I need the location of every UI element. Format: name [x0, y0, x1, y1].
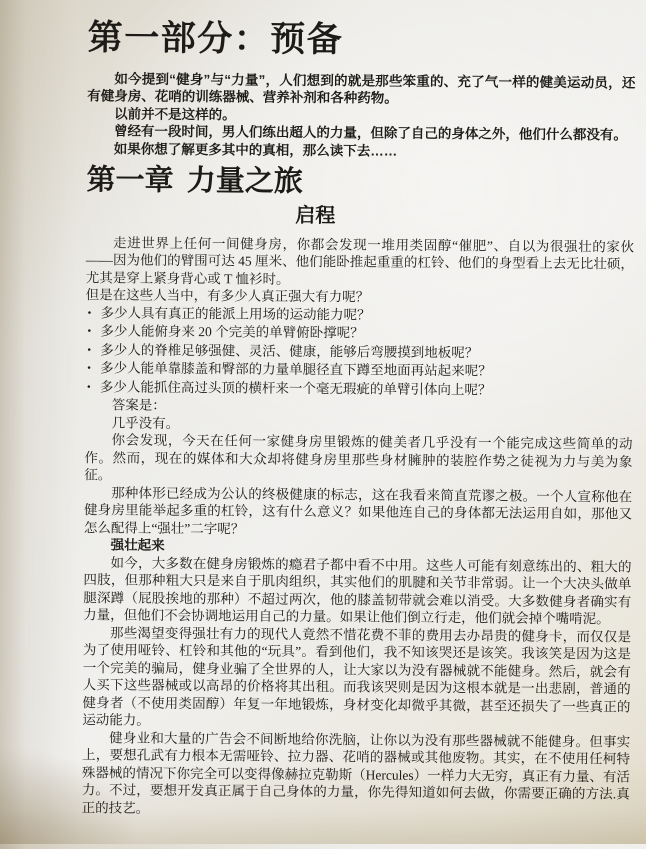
bullet-dot-icon: •	[87, 343, 92, 356]
paragraph: 走进世界上任何一间健身房，你都会发现一堆用类固醇“催肥”、自以为很强壮的家伙——因为他们的臂围可达 45 厘米、他们能卧推起重重的杠铃、他们的身型看上去无比壮硕，尤其是穿上紧身背心或 T 恤衫时。	[85, 234, 635, 287]
intro-paragraph: 如今提到“健身”与“力量”，人们想到的就是那些笨重的、充了气一样的健美运动员，还有健身房、花哨的训练器械、营养补剂和各种药物。	[87, 71, 636, 106]
paragraph: 但是在这些人当中，有多少人真正强大有力呢？	[85, 287, 370, 305]
body-text	[82, 234, 635, 821]
bullet-text: 多少人能抓住高过头顶的横杆来一个毫无瑕疵的单臂引体向上呢？	[99, 378, 492, 397]
bullet-dot-icon: •	[87, 306, 92, 319]
bullet-text: 多少人能单靠膝盖和臀部的力量单腿径直下蹲至地面再站起来呢？	[100, 360, 492, 379]
paragraph: 如今，大多数在健身房锻炼的瘾君子都中看不中用。这些人可能有刻意练出的、粗大的四肢，但那种粗大只是来自于肌肉组织，其实他们的肌腱和关节非常弱。让一个大决头做单腿深蹲（屁股挨地的那种）不超过两次，他的膝盖韧带就会难以消受。大多数健身者确实有力量，但他们不会协调地运用自己的力量。如果让他们倒立行走，他们就会掉个嘴啃泥。	[83, 554, 632, 627]
bullet-dot-icon: •	[87, 325, 92, 338]
paragraph: 那些渴望变得强壮有力的现代人竟然不惜花费不菲的费用去办昂贵的健身卡，而仅仅是为了使用哑铃、杠铃和其他的“玩具”。看到他们，我不知该哭还是该笑。我该笑是因为这是一个完美的骗局，健身业骗了全世界的人，让大家以为没有器械就不能健身。然后，就会有人买下这些器械或以高昂的价格将其出租。而我该哭则是因为这根本就是一出悲剧，普通的健身者（不使用类固醇）年复一年地锻炼，身材变化却微乎其微，甚至还损失了一些真正的运动能力。	[82, 624, 632, 728]
part-title: 第一部分：预备	[87, 18, 344, 60]
paragraph: 你会发现，今天在任何一家健身房里锻炼的健美者几乎没有一个能完成这些简单的动作。然而，现在的媒体和大众却将健身房里那些身材臃肿的装腔作势之徒视为力与美为象征。	[84, 432, 633, 483]
subheading: 强壮起来	[110, 537, 165, 553]
bullet-dot-icon: •	[87, 362, 92, 375]
chapter-title: 第一章 力量之旅	[86, 164, 303, 199]
paragraph: 几乎没有。	[111, 414, 180, 431]
bullet-dot-icon: •	[86, 380, 91, 393]
bullet-text: 多少人具有真正的能派上用场的运动能力呢？	[100, 304, 371, 322]
section-title: 启程	[295, 204, 336, 227]
paragraph: 健身业和大量的广告会不间断地给你洗脑，让你以为没有那些器械就不能健身。但事实上，要想孔武有力根本无需哑铃、拉力器、花哨的器械或其他废物。其实，在不使用任柯特殊器械的情况下你完全可以变得像赫拉克勒斯（Hercules）一样力大无穷，真正有力量、有活力。不过，要想开发真正属于自己身体的力量，你先得知道如何去做，你需要正确的方法.真正的技艺。	[81, 729, 631, 816]
bullet-text: 多少人能俯身来 20 个完美的单臂俯卧撑呢？	[100, 323, 364, 341]
intro-paragraph: 如果你想了解更多其中的真相，那么读下去……	[113, 141, 398, 159]
paragraph: 答案是：	[111, 397, 166, 413]
paragraph: 那种体形已经成为公认的终极健康的标志，这在我看来简直荒谬之极。一个人宣称他在健身房里能举起多重的杠铃，这有什么意义？如果他连自己的身体都无法运用自如，那他又怎么配得上“强壮”二字呢？	[83, 484, 633, 536]
bullet-text: 多少人的脊椎足够强健、灵活、健康，能够后弯腰摸到地板呢？	[100, 341, 479, 360]
intro-paragraph: 以前并不是这样的。	[114, 106, 236, 123]
intro-paragraph: 曾经有一段时间，男人们练出超人的力量，但除了自己的身体之外，他们什么都没有。	[113, 123, 628, 143]
intro-block	[87, 70, 636, 162]
